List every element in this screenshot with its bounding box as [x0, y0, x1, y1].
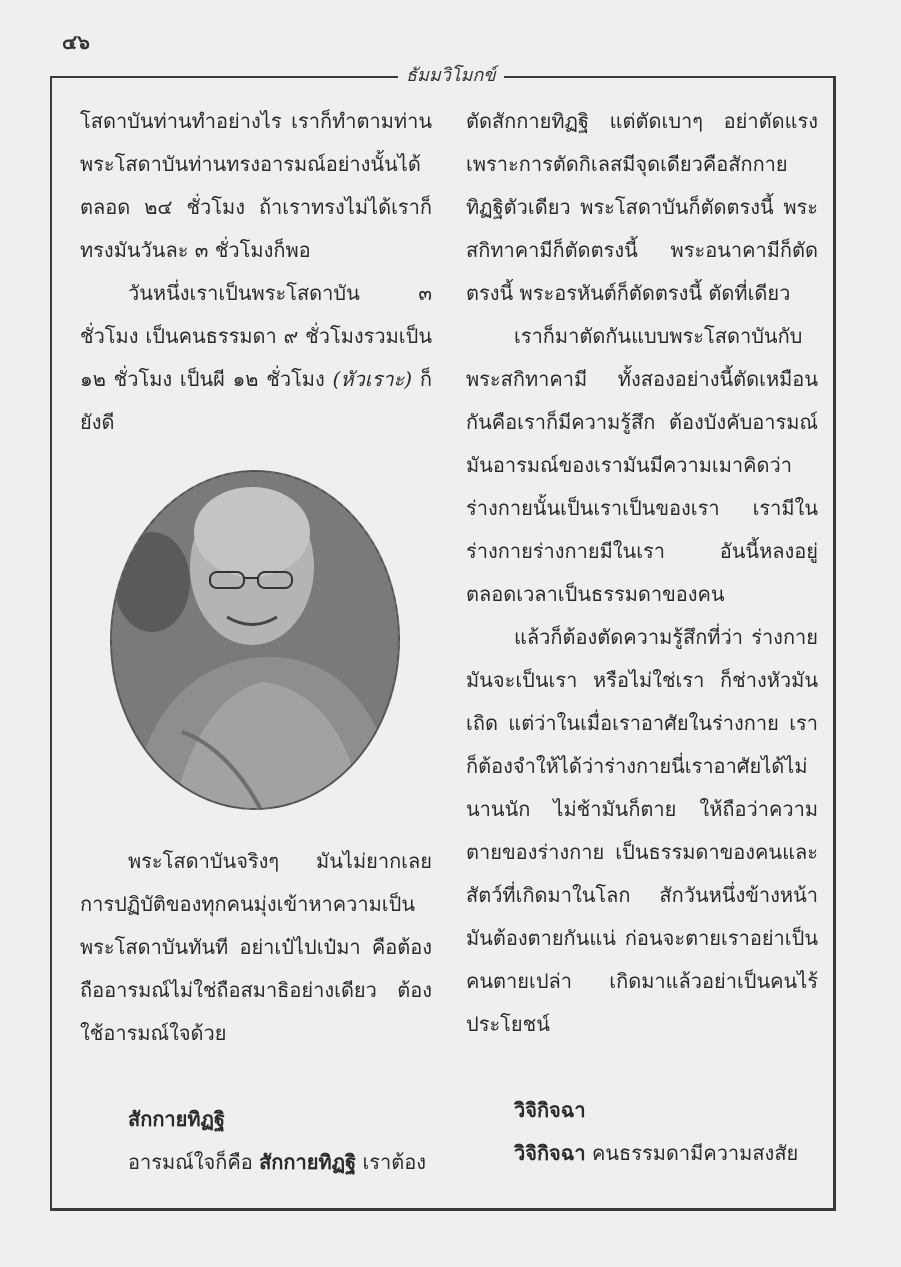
left-column-top: [80, 100, 432, 444]
paragraph-text: เราต้อง: [356, 1150, 427, 1174]
monk-portrait-illustration: [112, 472, 400, 810]
paragraph: พระโสดาบันจริงๆ มันไม่ยากเลย การปฏิบัติของทุกคนมุ่งเข้าหาความเป็นพระโสดาบันทันที อย่าเป๋ไปเป๋มา คือต้องถืออารมณ์ไม่ใช่ถือสมาธิอย่างเดียว ต้องใช้อารมณ์ใจด้วย: [80, 849, 432, 1045]
page-number: ๔๖: [62, 30, 90, 54]
paragraph: [466, 1132, 818, 1175]
paragraph: แล้วก็ต้องตัดความรู้สึกที่ว่า ร่างกายมันจะเป็นเรา หรือไม่ใช่เรา ก็ช่างหัวมันเถิด แต่ว่าในเมื่อเราอาศัยในร่างกาย เราก็ต้องจำให้ได้ว่าร่างกายนี่เราอาศัยได้ไม่นานนัก ไม่ช้ามันก็ตาย ให้ถือว่าความตายของร่างกาย เป็นธรรมดาของคนและสัตว์ที่เกิดมาในโลก สักวันหนึ่งข้างหน้ามันต้องตายกันแน่ ก่อนจะตายเราอย่าเป็นคนตายเปล่า เกิดมาแล้วอย่าเป็นคนไร้ประโยชน์: [466, 625, 818, 1036]
term-bold: วิจิกิจฉา: [514, 1141, 586, 1165]
left-column-bottom: [80, 840, 432, 1184]
section-heading: สักกายทิฏฐิ: [128, 1107, 226, 1131]
paragraph: [80, 1141, 432, 1184]
paragraph-text: อารมณ์ใจก็คือ: [128, 1150, 260, 1174]
paragraph: [80, 272, 432, 444]
monk-photo: [110, 470, 400, 810]
spacer: [80, 1055, 432, 1098]
paragraph: โสดาบันท่านทำอย่างไร เราก็ทำตามท่าน พระโสดาบันท่านทรงอารมณ์อย่างนั้นได้ตลอด ๒๔ ชั่วโมง ถ้าเราทรงไม่ได้เราก็ทรงมันวันละ ๓ ชั่วโมงก็พอ: [80, 109, 432, 262]
laughter-note: (หัวเราะ): [332, 367, 413, 391]
spacer: [466, 1046, 818, 1089]
running-head: ธัมมวิโมกข์: [398, 60, 504, 89]
paragraph: ตัดสักกายทิฏฐิ แต่ตัดเบาๆ อย่าตัดแรง เพราะการตัดกิเลสมีจุดเดียวคือสักกายทิฏฐิตัวเดียว พระโสดาบันก็ตัดตรงนี้ พระสกิทาคามีก็ตัดตรงนี้ พระอนาคามีก็ตัดตรงนี้ พระอรหันต์ก็ตัดตรงนี้ ตัดที่เดียว: [466, 109, 818, 305]
section-heading: วิจิกิจฉา: [514, 1098, 586, 1122]
monk-photo-oval: [110, 470, 400, 810]
right-column: [466, 100, 818, 1175]
paragraph-text: วันหนึ่งเราเป็นพระโสดาบัน ๓ ชั่วโมง เป็นคนธรรมดา ๙ ชั่วโมงรวมเป็น ๑๒ ชั่วโมง เป็นผี ๑๒ ชั่วโมง: [80, 281, 432, 391]
paragraph-text: คนธรรมดามีความสงสัย: [585, 1141, 799, 1165]
term-bold: สักกายทิฏฐิ: [259, 1150, 357, 1174]
paragraph: เราก็มาตัดกันแบบพระโสดาบันกับพระสกิทาคามี ทั้งสองอย่างนี้ตัดเหมือนกันคือเราก็มีความรู้สึก ต้องบังคับอารมณ์มันอารมณ์ของเรามันมีความเมาคิดว่าร่างกายนั้นเป็นเราเป็นของเรา เรามีในร่างกายร่างกายมีในเรา อันนี้หลงอยู่ตลอดเวลาเป็นธรรมดาของคน: [466, 324, 818, 606]
paragraph-text: ก็ยังดี: [80, 367, 432, 434]
